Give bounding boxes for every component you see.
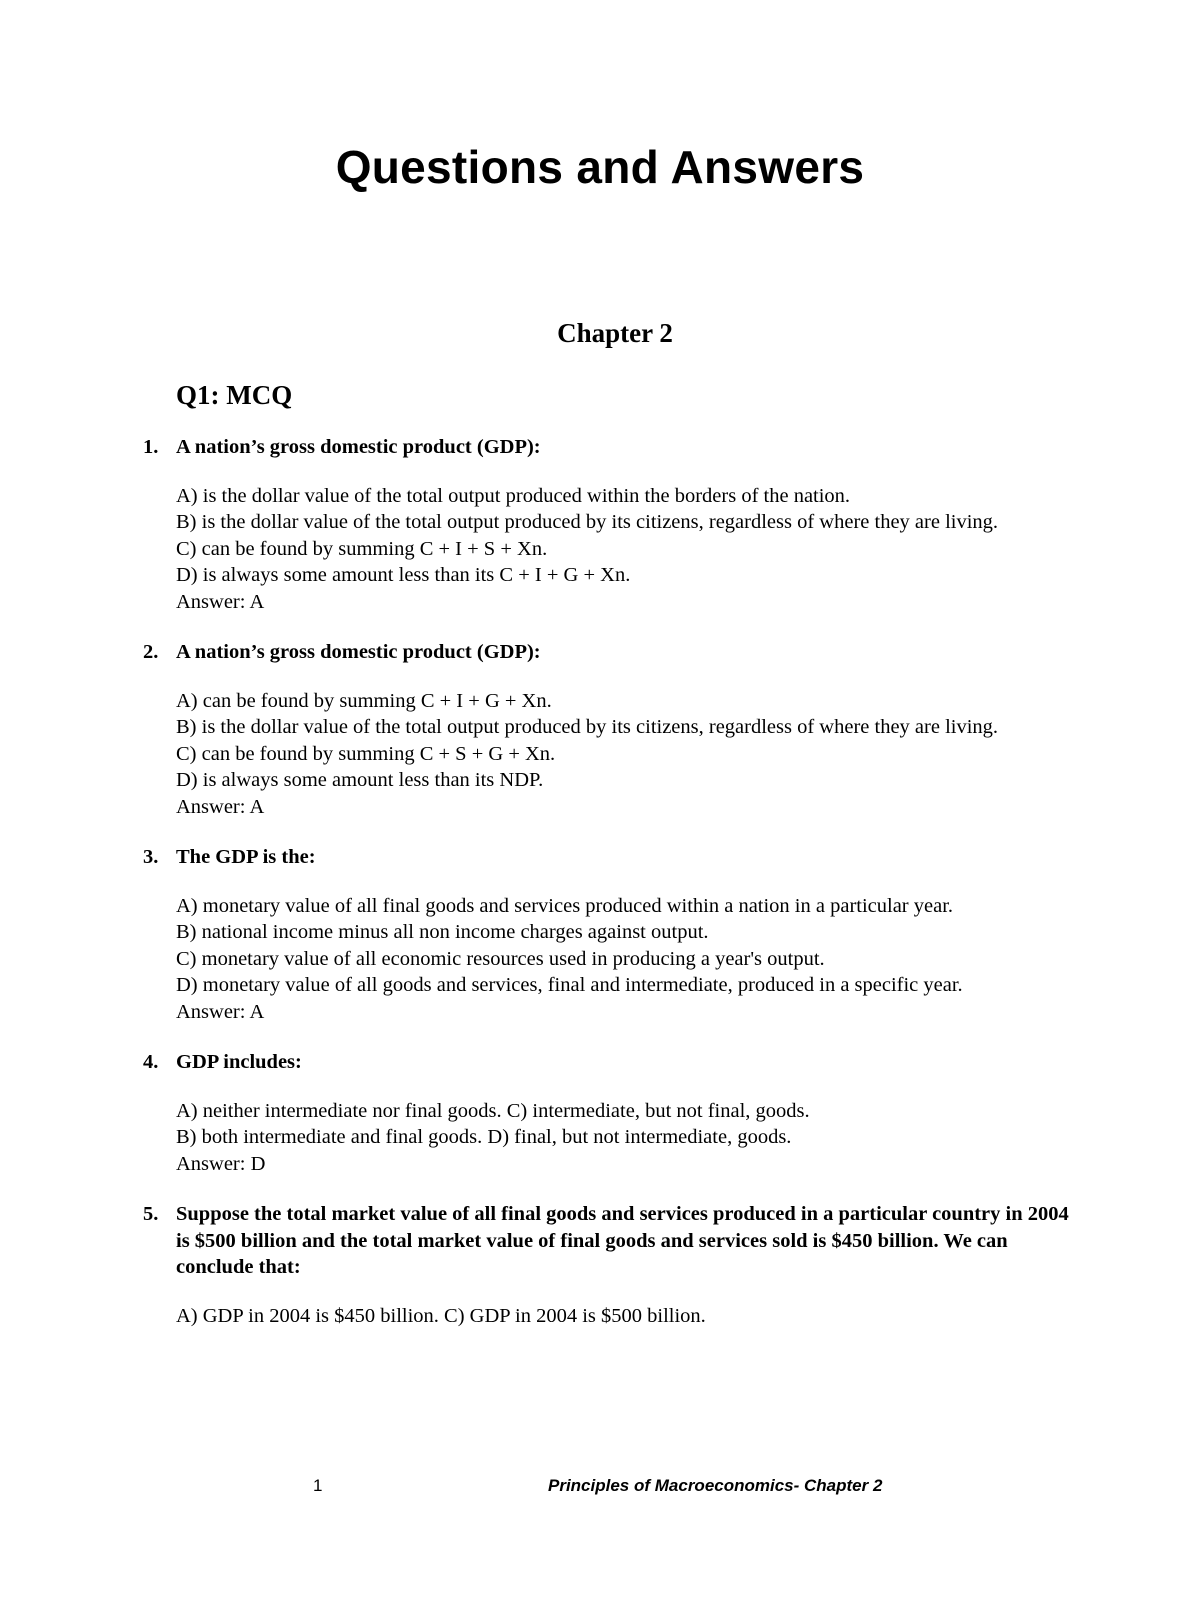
question-5 [143, 1201, 1073, 1329]
section-heading: Q1: MCQ [176, 380, 293, 410]
question-text: A nation’s gross domestic product (GDP): [176, 436, 541, 458]
option-c: C) can be found by summing C + S + G + Xn. [176, 742, 556, 765]
answer-options [176, 893, 1073, 1026]
question-3 [143, 844, 1073, 1025]
option-c: C) can be found by summing C + I + S + Xn. [176, 537, 548, 560]
answer-options [176, 1098, 1073, 1178]
question-stem [143, 1201, 1073, 1281]
question-number: 4. [143, 1051, 159, 1073]
option-a: A) can be found by summing C + I + G + Xn. [176, 689, 552, 712]
question-4 [143, 1049, 1073, 1177]
answer-key: Answer: A [176, 1000, 265, 1023]
option-d: D) is always some amount less than its NDP. [176, 769, 544, 791]
question-text: The GDP is the: [176, 846, 316, 868]
page-title: Questions and Answers [335, 141, 865, 193]
option-b: B) national income minus all non income charges against output. [176, 921, 709, 943]
option-b: B) is the dollar value of the total output produced by its citizens, regardless of where they are living. [176, 716, 999, 738]
option-b-d: B) both intermediate and final goods. D) final, but not intermediate, goods. [176, 1126, 792, 1148]
option-d: D) is always some amount less than its C + I + G + Xn. [176, 564, 631, 586]
question-stem [143, 844, 1073, 871]
question-1 [143, 434, 1073, 615]
question-stem [143, 434, 1073, 461]
option-a-c: A) GDP in 2004 is $450 billion. C) GDP in 2004 is $500 billion. [176, 1304, 706, 1327]
question-stem [143, 1049, 1073, 1076]
answer-options [176, 688, 1073, 821]
answer-key: Answer: A [176, 795, 265, 818]
question-stem [143, 639, 1073, 666]
answer-options [176, 1303, 1073, 1330]
question-number: 1. [143, 436, 159, 458]
answer-key: Answer: D [176, 1152, 266, 1175]
question-2 [143, 639, 1073, 820]
option-c: C) monetary value of all economic resources used in producing a year's output. [176, 947, 825, 970]
page-footer [0, 1476, 1200, 1506]
option-b: B) is the dollar value of the total output produced by its citizens, regardless of where they are living. [176, 511, 999, 533]
answer-options [176, 483, 1073, 616]
chapter-heading: Chapter 2 [557, 318, 673, 348]
question-text: A nation’s gross domestic product (GDP): [176, 641, 541, 663]
page-number: 1 [313, 1476, 323, 1495]
question-number: 5. [143, 1203, 159, 1225]
question-number: 2. [143, 641, 159, 663]
option-a: A) is the dollar value of the total output produced within the borders of the nation. [176, 484, 851, 507]
question-number: 3. [143, 846, 159, 868]
option-a: A) monetary value of all final goods and services produced within a nation in a particular year. [176, 894, 954, 917]
running-title: Principles of Macroeconomics- Chapter 2 [548, 1476, 883, 1495]
question-list [143, 434, 1073, 1353]
option-a-c: A) neither intermediate nor final goods. C) intermediate, but not final, goods. [176, 1099, 810, 1122]
question-text: Suppose the total market value of all final goods and services produced in a particular country in 2004 is $500 billion and the total market value of final goods and services sold is $450 billion. We can conclude that: [176, 1203, 1069, 1278]
answer-key: Answer: A [176, 590, 265, 613]
option-d: D) monetary value of all goods and services, final and intermediate, produced in a specific year. [176, 974, 963, 996]
question-text: GDP includes: [176, 1051, 302, 1073]
